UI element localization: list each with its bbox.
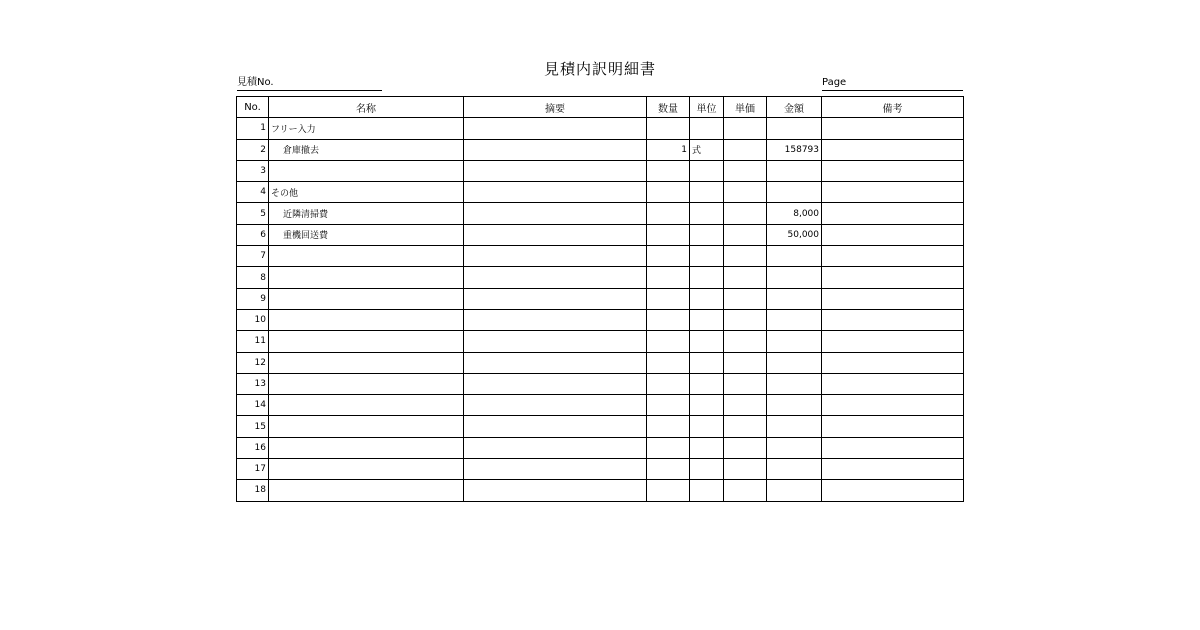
- row-unit-cell: [690, 395, 724, 416]
- row-remarks-cell: [822, 160, 964, 181]
- row-name-cell: [269, 480, 464, 501]
- row-unit-cell: [690, 160, 724, 181]
- row-no-cell: 6: [237, 224, 269, 245]
- row-name-cell: [269, 309, 464, 330]
- document-title: 見積内訳明細書: [543, 60, 656, 78]
- row-no-cell: 5: [237, 203, 269, 224]
- table-row: [237, 395, 964, 416]
- row-name-cell: [269, 267, 464, 288]
- row-quantity-cell: [647, 309, 690, 330]
- row-unit-price-cell: [724, 309, 767, 330]
- row-amount-cell: [767, 416, 822, 437]
- header-no: No.: [237, 97, 269, 118]
- row-remarks-cell: [822, 246, 964, 267]
- row-name-cell: [269, 437, 464, 458]
- row-unit-cell: [690, 437, 724, 458]
- row-unit-cell: [690, 416, 724, 437]
- row-remarks-cell: [822, 203, 964, 224]
- row-name-cell: 近隣清掃費: [269, 203, 464, 224]
- table-row: [237, 182, 964, 203]
- row-remarks-cell: [822, 352, 964, 373]
- row-remarks-cell: [822, 267, 964, 288]
- row-remarks-cell: [822, 139, 964, 160]
- row-no-cell: 16: [237, 437, 269, 458]
- row-quantity-cell: [647, 246, 690, 267]
- row-unit-price-cell: [724, 437, 767, 458]
- row-unit-price-cell: [724, 139, 767, 160]
- row-amount-cell: [767, 309, 822, 330]
- row-summary-cell: [464, 139, 647, 160]
- row-name-cell: [269, 352, 464, 373]
- row-unit-price-cell: [724, 160, 767, 181]
- row-name-cell: [269, 373, 464, 394]
- table-row: [237, 139, 964, 160]
- table-row: [237, 203, 964, 224]
- header-unit-price: 単価: [724, 97, 767, 118]
- row-summary-cell: [464, 203, 647, 224]
- row-quantity-cell: [647, 331, 690, 352]
- row-amount-cell: [767, 118, 822, 139]
- table-row: [237, 160, 964, 181]
- table-body: [237, 118, 964, 501]
- row-name-cell: [269, 288, 464, 309]
- row-unit-price-cell: [724, 203, 767, 224]
- row-quantity-cell: 1: [647, 139, 690, 160]
- row-unit-cell: [690, 267, 724, 288]
- row-no-cell: 3: [237, 160, 269, 181]
- table-row: [237, 309, 964, 330]
- row-quantity-cell: [647, 459, 690, 480]
- row-amount-cell: [767, 288, 822, 309]
- row-name-cell: その他: [269, 182, 464, 203]
- row-remarks-cell: [822, 395, 964, 416]
- row-quantity-cell: [647, 267, 690, 288]
- row-no-cell: 1: [237, 118, 269, 139]
- row-unit-cell: [690, 203, 724, 224]
- row-name-cell: [269, 331, 464, 352]
- row-amount-cell: [767, 267, 822, 288]
- header-name: 名称: [269, 97, 464, 118]
- header-amount: 金額: [767, 97, 822, 118]
- row-quantity-cell: [647, 352, 690, 373]
- row-summary-cell: [464, 118, 647, 139]
- row-amount-cell: [767, 182, 822, 203]
- row-quantity-cell: [647, 224, 690, 245]
- row-amount-cell: 8,000: [767, 203, 822, 224]
- row-unit-cell: [690, 373, 724, 394]
- table-row: [237, 118, 964, 139]
- row-quantity-cell: [647, 373, 690, 394]
- row-unit-cell: [690, 480, 724, 501]
- estimate-no-label: 見積No.: [237, 77, 382, 91]
- row-unit-price-cell: [724, 373, 767, 394]
- row-unit-price-cell: [724, 331, 767, 352]
- row-summary-cell: [464, 160, 647, 181]
- row-unit-price-cell: [724, 267, 767, 288]
- header-summary: 摘要: [464, 97, 647, 118]
- row-summary-cell: [464, 288, 647, 309]
- row-name-cell: [269, 160, 464, 181]
- row-summary-cell: [464, 352, 647, 373]
- row-quantity-cell: [647, 395, 690, 416]
- row-remarks-cell: [822, 182, 964, 203]
- row-no-cell: 18: [237, 480, 269, 501]
- row-name-cell: 重機回送費: [269, 224, 464, 245]
- row-quantity-cell: [647, 160, 690, 181]
- row-unit-cell: [690, 182, 724, 203]
- row-amount-cell: 158793: [767, 139, 822, 160]
- table-row: [237, 416, 964, 437]
- row-summary-cell: [464, 267, 647, 288]
- row-name-cell: フリー入力: [269, 118, 464, 139]
- table-row: [237, 480, 964, 501]
- row-unit-price-cell: [724, 480, 767, 501]
- row-unit-price-cell: [724, 118, 767, 139]
- row-no-cell: 4: [237, 182, 269, 203]
- row-no-cell: 17: [237, 459, 269, 480]
- row-name-cell: [269, 459, 464, 480]
- row-remarks-cell: [822, 480, 964, 501]
- row-summary-cell: [464, 309, 647, 330]
- row-name-cell: [269, 416, 464, 437]
- row-quantity-cell: [647, 118, 690, 139]
- row-remarks-cell: [822, 459, 964, 480]
- row-no-cell: 2: [237, 139, 269, 160]
- row-summary-cell: [464, 224, 647, 245]
- table-row: [237, 331, 964, 352]
- table-header-row: [237, 97, 964, 118]
- row-remarks-cell: [822, 373, 964, 394]
- row-summary-cell: [464, 437, 647, 458]
- row-unit-cell: 式: [690, 139, 724, 160]
- table-row: [237, 459, 964, 480]
- row-unit-cell: [690, 224, 724, 245]
- table-row: [237, 373, 964, 394]
- row-quantity-cell: [647, 203, 690, 224]
- row-amount-cell: 50,000: [767, 224, 822, 245]
- row-remarks-cell: [822, 118, 964, 139]
- row-summary-cell: [464, 480, 647, 501]
- row-no-cell: 7: [237, 246, 269, 267]
- row-unit-cell: [690, 459, 724, 480]
- row-no-cell: 14: [237, 395, 269, 416]
- row-name-cell: 倉庫撤去: [269, 139, 464, 160]
- row-summary-cell: [464, 246, 647, 267]
- row-remarks-cell: [822, 288, 964, 309]
- table-row: [237, 224, 964, 245]
- row-summary-cell: [464, 395, 647, 416]
- row-no-cell: 15: [237, 416, 269, 437]
- row-quantity-cell: [647, 416, 690, 437]
- row-summary-cell: [464, 416, 647, 437]
- row-unit-cell: [690, 118, 724, 139]
- row-unit-price-cell: [724, 416, 767, 437]
- row-amount-cell: [767, 459, 822, 480]
- table-row: [237, 267, 964, 288]
- row-amount-cell: [767, 160, 822, 181]
- row-amount-cell: [767, 331, 822, 352]
- table-row: [237, 352, 964, 373]
- row-no-cell: 13: [237, 373, 269, 394]
- row-amount-cell: [767, 373, 822, 394]
- row-amount-cell: [767, 352, 822, 373]
- row-summary-cell: [464, 331, 647, 352]
- row-amount-cell: [767, 395, 822, 416]
- row-unit-price-cell: [724, 459, 767, 480]
- row-unit-price-cell: [724, 395, 767, 416]
- row-remarks-cell: [822, 437, 964, 458]
- header-quantity: 数量: [647, 97, 690, 118]
- row-name-cell: [269, 246, 464, 267]
- row-name-cell: [269, 395, 464, 416]
- row-no-cell: 12: [237, 352, 269, 373]
- row-unit-cell: [690, 352, 724, 373]
- row-remarks-cell: [822, 309, 964, 330]
- row-unit-cell: [690, 331, 724, 352]
- row-remarks-cell: [822, 416, 964, 437]
- row-unit-cell: [690, 309, 724, 330]
- row-amount-cell: [767, 437, 822, 458]
- row-unit-cell: [690, 288, 724, 309]
- row-no-cell: 10: [237, 309, 269, 330]
- row-remarks-cell: [822, 331, 964, 352]
- row-quantity-cell: [647, 288, 690, 309]
- row-quantity-cell: [647, 480, 690, 501]
- row-unit-price-cell: [724, 182, 767, 203]
- row-amount-cell: [767, 246, 822, 267]
- estimate-detail-table: [236, 96, 964, 502]
- row-quantity-cell: [647, 182, 690, 203]
- header-unit: 単位: [690, 97, 724, 118]
- row-unit-cell: [690, 246, 724, 267]
- row-unit-price-cell: [724, 288, 767, 309]
- table-row: [237, 437, 964, 458]
- row-unit-price-cell: [724, 352, 767, 373]
- row-quantity-cell: [647, 437, 690, 458]
- row-unit-price-cell: [724, 246, 767, 267]
- row-summary-cell: [464, 373, 647, 394]
- table-row: [237, 288, 964, 309]
- table-row: [237, 246, 964, 267]
- row-no-cell: 9: [237, 288, 269, 309]
- row-amount-cell: [767, 480, 822, 501]
- row-no-cell: 11: [237, 331, 269, 352]
- row-unit-price-cell: [724, 224, 767, 245]
- row-summary-cell: [464, 459, 647, 480]
- header-remarks: 備考: [822, 97, 964, 118]
- page-label: Page: [822, 77, 963, 91]
- row-remarks-cell: [822, 224, 964, 245]
- row-summary-cell: [464, 182, 647, 203]
- row-no-cell: 8: [237, 267, 269, 288]
